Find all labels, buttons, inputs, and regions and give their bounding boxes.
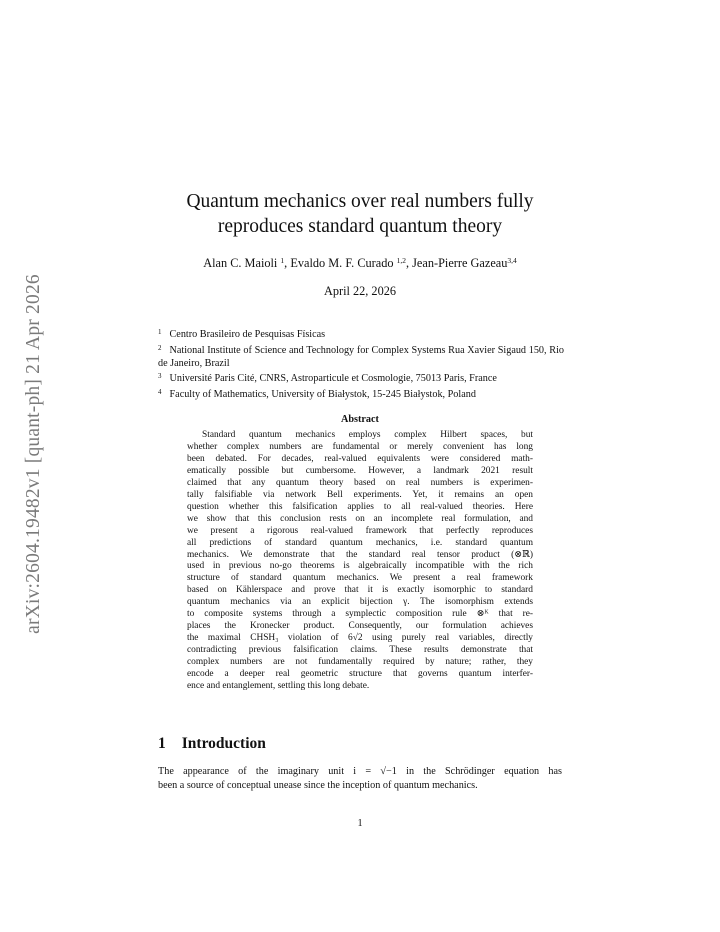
affiliation-item — [158, 370, 564, 386]
abstract-line: claimed that any quantum theory based on real numbers is experimen- — [187, 477, 533, 488]
author-name: Alan C. Maioli — [203, 256, 278, 270]
abstract-line: tally falsifiable via network Bell experiments. Yet, it remains an open — [187, 489, 533, 500]
affiliation-list — [158, 326, 564, 402]
author-list: Alan C. Maioli $^1$, Evaldo M. F. Curado $^{1,2}$, Jean-Pierre Gazeau$^{3,4}$ — [203, 256, 517, 270]
affiliation-number: 1 — [158, 328, 162, 336]
affiliation-number: 3 — [158, 372, 162, 381]
abstract-line: based on Kählerspace and prove that it is exactly isomorphic to standard — [187, 585, 533, 596]
affiliation-number: 4 — [158, 388, 162, 397]
abstract-line: we show that this conclusion rests on an incomplete real formulation, and — [187, 513, 533, 524]
title-line-2: reproduces standard quantum theory — [217, 216, 503, 237]
affiliation-text: Université Paris Cité, CNRS, Astroparticule et Cosmologie, 75013 Paris, France — [169, 373, 497, 385]
intro-paragraph — [158, 765, 562, 793]
abstract-line: ence and entanglement, settling this long debate. — [187, 681, 370, 692]
author-affil-mark: 1,2 — [396, 256, 406, 265]
title-line-1: Quantum mechanics over real numbers fully — [186, 191, 534, 212]
affiliation-text: Centro Brasileiro de Pesquisas Físicas — [169, 329, 326, 340]
abstract-line: complex numbers are not fundamentally required by nature; rather, they — [187, 657, 533, 668]
abstract-line: question whether this falsification applies to all real-valued theories. Here — [187, 501, 533, 512]
abstract-line: to composite systems through a symplectic composition rule ⊗ᴷ that re- — [187, 609, 533, 620]
abstract-line: structure of standard quantum mechanics. We present a real framework — [187, 573, 533, 584]
paper-title — [120, 189, 600, 239]
intro-line: The appearance of the imaginary unit i = √−1 in the Schrödinger equation has — [158, 766, 562, 777]
arxiv-identifier: arXiv:2604.19482v1 [quant-ph] 21 Apr 2026 — [23, 274, 44, 634]
abstract-line: places the Kronecker product. Consequently, our formulation achieves — [187, 621, 533, 632]
author-affil-mark: 1 — [280, 256, 285, 265]
affiliation-text: National Institute of Science and Technology for Complex Systems Rua Xavier Sigaud 150, Rio de Janeiro, Brazil — [158, 344, 564, 369]
author-affil-mark: 3,4 — [507, 256, 517, 265]
affiliation-text: Faculty of Mathematics, University of Białystok, 15-245 Białystok, Poland — [169, 389, 476, 401]
section-number: 1 — [158, 735, 166, 752]
abstract-line: ematically possible but cumbersome. However, a landmark 2021 result — [187, 465, 533, 476]
abstract-line: been debated. For decades, real-valued equivalents were considered math- — [187, 453, 533, 464]
abstract-line: used in previous no-go theorems is algebraically incompatible with the rich — [187, 561, 533, 572]
abstract-line: encode a deeper real geometric structure that governs quantum interfer- — [187, 669, 533, 680]
section-title: Introduction — [181, 735, 266, 752]
abstract-line: the maximal CHSH₃ violation of 6√2 using purely real variables, directly — [187, 633, 533, 644]
abstract-body — [187, 430, 533, 693]
author-name: Evaldo M. F. Curado — [290, 256, 394, 270]
section-heading — [158, 735, 266, 753]
arxiv-sidebar — [18, 248, 50, 660]
affiliation-item — [158, 326, 564, 342]
abstract-line: whether complex numbers are fundamental or merely convenient has long — [187, 441, 533, 452]
abstract-line: Standard quantum mechanics employs complex Hilbert spaces, but — [202, 430, 533, 440]
author-name: Jean-Pierre Gazeau — [412, 256, 508, 270]
abstract-heading: Abstract — [341, 414, 379, 425]
paper-date: April 22, 2026 — [323, 284, 397, 298]
abstract-line: quantum mechanics via an explicit bijection γ. The isomorphism extends — [187, 597, 533, 608]
affiliation-number: 2 — [158, 343, 162, 352]
page-number: 1 — [357, 818, 363, 829]
abstract-line: mechanics. We demonstrate that the standard real tensor product (⊗ℝ) — [187, 549, 533, 560]
affiliation-item — [158, 342, 564, 371]
abstract-line: we present a rigorous real-valued framework that perfectly reproduces — [187, 525, 533, 536]
abstract-line: contradicting previous falsification claims. These results demonstrate that — [187, 645, 533, 656]
abstract-line: all predictions of standard quantum mechanics, i.e. standard quantum — [187, 537, 533, 548]
affiliation-item — [158, 386, 564, 402]
intro-line: been a source of conceptual unease since the inception of quantum mechanics. — [158, 780, 478, 791]
